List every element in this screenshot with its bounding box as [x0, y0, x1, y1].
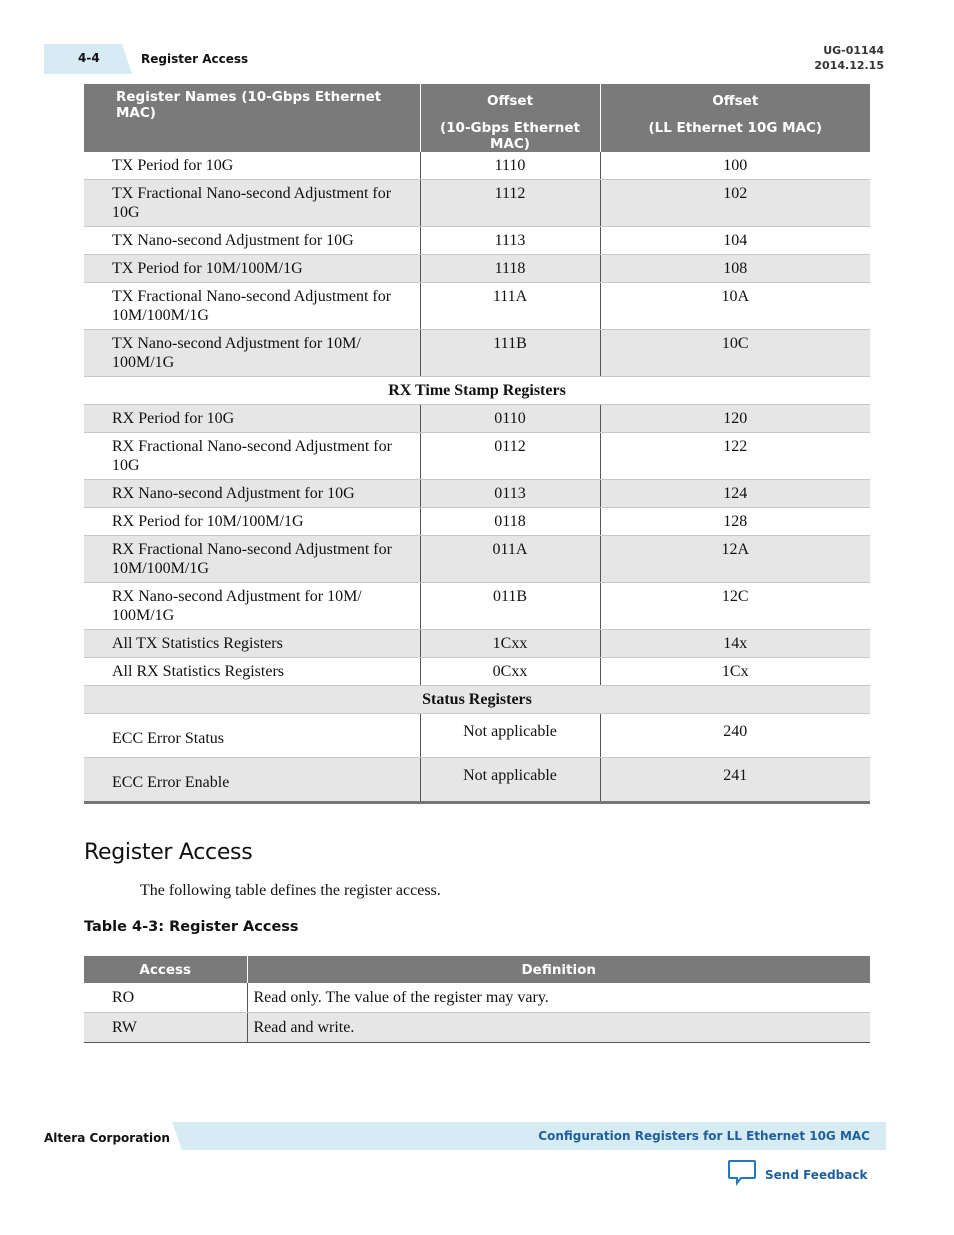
table-row: [84, 227, 870, 255]
table-row: [84, 714, 870, 758]
offset-10g: 1110: [420, 152, 600, 180]
register-name: ECC Error Enable: [84, 758, 420, 803]
offset-ll: 10C: [600, 330, 870, 377]
footer-chapter-title[interactable]: Configuration Registers for LL Ethernet 10G MAC: [538, 1129, 870, 1143]
section-number: 4-4: [78, 51, 100, 65]
register-name: RX Fractional Nano-second Adjustment for 10G: [84, 433, 420, 480]
table-caption: Table 4-3: Register Access: [84, 919, 299, 935]
table-row: [84, 758, 870, 803]
register-name: RX Nano-second Adjustment for 10M/ 100M/1G: [84, 583, 420, 630]
running-header-title: Register Access: [141, 52, 249, 66]
table-section-row: [84, 686, 870, 714]
offset-10g: 0113: [420, 480, 600, 508]
offset-ll: 12A: [600, 536, 870, 583]
offset-10g: 111A: [420, 283, 600, 330]
offset-ll: 104: [600, 227, 870, 255]
access-code: RO: [84, 983, 247, 1013]
register-name: RX Period for 10G: [84, 405, 420, 433]
access-definition: Read only. The value of the register may vary.: [247, 983, 870, 1013]
offset-ll: 128: [600, 508, 870, 536]
offset-10g: 011B: [420, 583, 600, 630]
table-row: [84, 283, 870, 330]
register-name: All RX Statistics Registers: [84, 658, 420, 686]
column-header-name: Register Names (10-Gbps Ethernet MAC): [84, 84, 420, 152]
table-row: [84, 536, 870, 583]
register-name: RX Fractional Nano-second Adjustment for 10M/100M/1G: [84, 536, 420, 583]
table-row: [84, 480, 870, 508]
offset-10g: 1112: [420, 180, 600, 227]
offset-ll: 14x: [600, 630, 870, 658]
section-label-rx: RX Time Stamp Registers: [84, 377, 870, 405]
register-name: TX Fractional Nano-second Adjustment for 10G: [84, 180, 420, 227]
offset-ll: 124: [600, 480, 870, 508]
offset-ll: 120: [600, 405, 870, 433]
offset-10g: 111B: [420, 330, 600, 377]
register-name: RX Period for 10M/100M/1G: [84, 508, 420, 536]
offset-10g: Not applicable: [420, 714, 600, 758]
table-row: [84, 1013, 870, 1043]
register-name: TX Period for 10M/100M/1G: [84, 255, 420, 283]
table-header-row: [84, 956, 870, 983]
table-row: [84, 583, 870, 630]
column-header-definition: Definition: [247, 956, 870, 983]
table-row: [84, 433, 870, 480]
offset-10g: 011A: [420, 536, 600, 583]
offset-10g: 0110: [420, 405, 600, 433]
register-name: All TX Statistics Registers: [84, 630, 420, 658]
offset-ll: 12C: [600, 583, 870, 630]
register-name: TX Nano-second Adjustment for 10G: [84, 227, 420, 255]
access-code: RW: [84, 1013, 247, 1043]
offset-ll: 10A: [600, 283, 870, 330]
table-row: [84, 630, 870, 658]
register-access-table: [84, 956, 870, 1043]
offset-10g: 0112: [420, 433, 600, 480]
table-row: [84, 330, 870, 377]
column-header-access: Access: [84, 956, 247, 983]
speech-bubble-icon: [727, 1158, 757, 1191]
register-name: ECC Error Status: [84, 714, 420, 758]
table-row: [84, 983, 870, 1013]
doc-id: UG-01144: [823, 44, 884, 57]
offset-10g: 1118: [420, 255, 600, 283]
register-name: RX Nano-second Adjustment for 10G: [84, 480, 420, 508]
register-offset-table: [84, 84, 870, 804]
table-row: [84, 405, 870, 433]
footer-company: Altera Corporation: [44, 1131, 170, 1145]
column-header-offset-10g: Offset (10-Gbps Ethernet MAC): [420, 84, 600, 152]
table-row: [84, 180, 870, 227]
section-intro: The following table defines the register access.: [140, 882, 441, 899]
column-header-offset-ll: Offset (LL Ethernet 10G MAC): [600, 84, 870, 152]
table-row: [84, 152, 870, 180]
offset-ll: 240: [600, 714, 870, 758]
offset-ll: 108: [600, 255, 870, 283]
offset-10g: 1113: [420, 227, 600, 255]
offset-ll: 241: [600, 758, 870, 803]
table-row: [84, 658, 870, 686]
send-feedback-link[interactable]: [727, 1158, 867, 1191]
register-name: TX Period for 10G: [84, 152, 420, 180]
table-row: [84, 508, 870, 536]
register-name: TX Nano-second Adjustment for 10M/ 100M/1G: [84, 330, 420, 377]
register-name: TX Fractional Nano-second Adjustment for 10M/100M/1G: [84, 283, 420, 330]
doc-date: 2014.12.15: [814, 59, 884, 72]
offset-10g: 0Cxx: [420, 658, 600, 686]
doc-info: [814, 43, 884, 73]
table-header-row: [84, 84, 870, 152]
offset-10g: 1Cxx: [420, 630, 600, 658]
offset-10g: Not applicable: [420, 758, 600, 803]
offset-ll: 1Cx: [600, 658, 870, 686]
table-row: [84, 255, 870, 283]
send-feedback-label: Send Feedback: [765, 1167, 868, 1182]
table-section-row: [84, 377, 870, 405]
section-heading: Register Access: [84, 840, 253, 865]
offset-ll: 102: [600, 180, 870, 227]
access-definition: Read and write.: [247, 1013, 870, 1043]
offset-ll: 122: [600, 433, 870, 480]
offset-ll: 100: [600, 152, 870, 180]
offset-10g: 0118: [420, 508, 600, 536]
section-label-status: Status Registers: [84, 686, 870, 714]
